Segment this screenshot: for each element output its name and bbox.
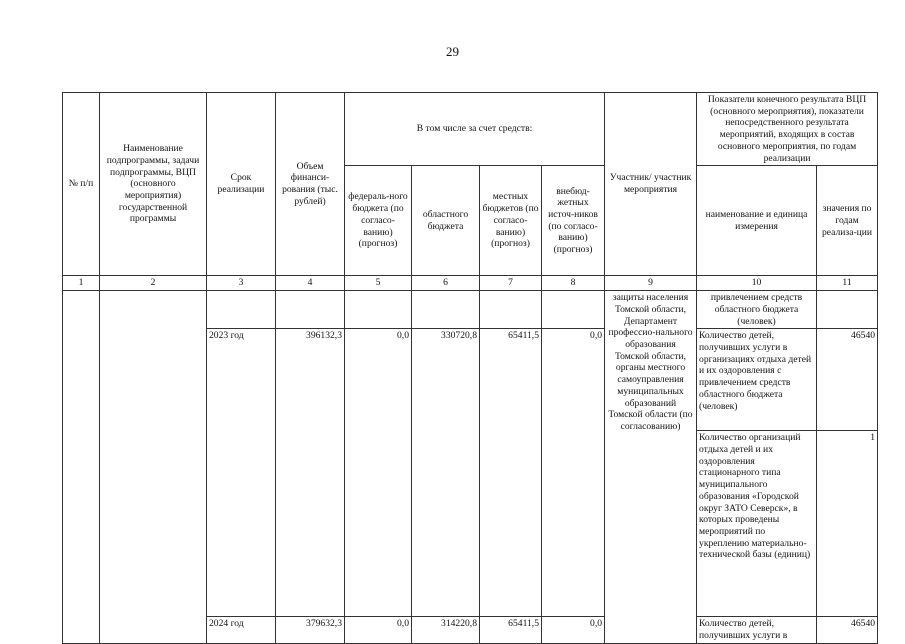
- cell-period: 2023 год: [207, 329, 276, 617]
- column-number: 11: [817, 276, 878, 291]
- cell-indicator-value: [817, 291, 878, 329]
- cell-indicator-name: привлечением средств областного бюджета (человек): [697, 291, 817, 329]
- cell-federal: 0,0: [345, 329, 412, 617]
- cell-row-number: [63, 291, 100, 644]
- cell-indicator-value: 1: [817, 431, 878, 617]
- budget-table: [62, 92, 878, 644]
- cell-period: [207, 291, 276, 329]
- header-number: № п/п: [63, 93, 100, 276]
- cell-regional: [412, 291, 480, 329]
- header-budget-group: В том числе за счет средств:: [345, 93, 605, 166]
- cell-indicator-name: Количество детей, получивших услуги в организациях отдыха детей и их оздоровления с привлечением средств областного бюджета (человек): [697, 329, 817, 431]
- cell-federal: 0,0: [345, 617, 412, 643]
- header-total-funding: Объем финанси-рования (тыс. рублей): [276, 93, 345, 276]
- column-number: 5: [345, 276, 412, 291]
- column-number: 3: [207, 276, 276, 291]
- cell-federal: [345, 291, 412, 329]
- cell-total: [276, 291, 345, 329]
- column-number: 2: [100, 276, 207, 291]
- cell-indicator-name: Количество организаций отдыха детей и их оздоровления стационарного типа муниципального образования «Городской округ ЗАТО Северск», в которых проведены мероприятий по укреплению материально-технической базы (единиц): [697, 431, 817, 617]
- header-participant: Участник/ участник мероприятия: [605, 93, 697, 276]
- cell-participant: защиты населения Томской области, Департамент профессио-нального образования Томской области, органы местного самоуправления муниципальных образований Томской области (по согласованию): [605, 291, 697, 644]
- column-number: 9: [605, 276, 697, 291]
- header-indicators-group: Показатели конечного результата ВЦП (основного мероприятия), показатели непосредственного результата мероприятий, входящих в состав основного мероприятия, по годам реализации: [697, 93, 878, 166]
- cell-indicator-name: [697, 617, 817, 643]
- column-number: 6: [412, 276, 480, 291]
- cell-regional: 314220,8: [412, 617, 480, 643]
- cell-total: 379632,3: [276, 617, 345, 643]
- cell-program-name: [100, 291, 207, 644]
- header-federal: федераль-ного бюджета (по согласо-ванию) (прогноз): [345, 166, 412, 276]
- cell-local: 65411,5: [480, 617, 542, 643]
- header-period: Срок реализации: [207, 93, 276, 276]
- cell-extra: [542, 291, 605, 329]
- header-name: Наименование подпрограммы, задачи подпрограммы, ВЦП (основного мероприятия) государственной программы: [100, 93, 207, 276]
- column-number: 10: [697, 276, 817, 291]
- cell-extra: 0,0: [542, 329, 605, 617]
- cell-local: [480, 291, 542, 329]
- column-numbers-row: [63, 276, 878, 291]
- cell-extra: 0,0: [542, 617, 605, 643]
- table-row: [63, 291, 878, 329]
- column-number: 7: [480, 276, 542, 291]
- cell-total: 396132,3: [276, 329, 345, 617]
- cell-local: 65411,5: [480, 329, 542, 617]
- cell-period: 2024 год: [207, 617, 276, 643]
- header-regional: областного бюджета: [412, 166, 480, 276]
- header-indicator-value: значения по годам реализа-ции: [817, 166, 878, 276]
- header-extrabudgetary: внебюд-жетных источ-ников (по согласо-ванию) (прогноз): [542, 166, 605, 276]
- header-local: местных бюджетов (по согласо-ванию) (прогноз): [480, 166, 542, 276]
- column-number: 8: [542, 276, 605, 291]
- column-number: 1: [63, 276, 100, 291]
- cell-indicator-value: 46540: [817, 329, 878, 431]
- column-number: 4: [276, 276, 345, 291]
- cell-indicator-value: 46540: [817, 617, 878, 643]
- header-indicator-name: наименование и единица измерения: [697, 166, 817, 276]
- cell-indicator-name-text: Количество детей, получивших услуги в: [699, 618, 788, 642]
- cell-regional: 330720,8: [412, 329, 480, 617]
- page-number: 29: [446, 44, 459, 59]
